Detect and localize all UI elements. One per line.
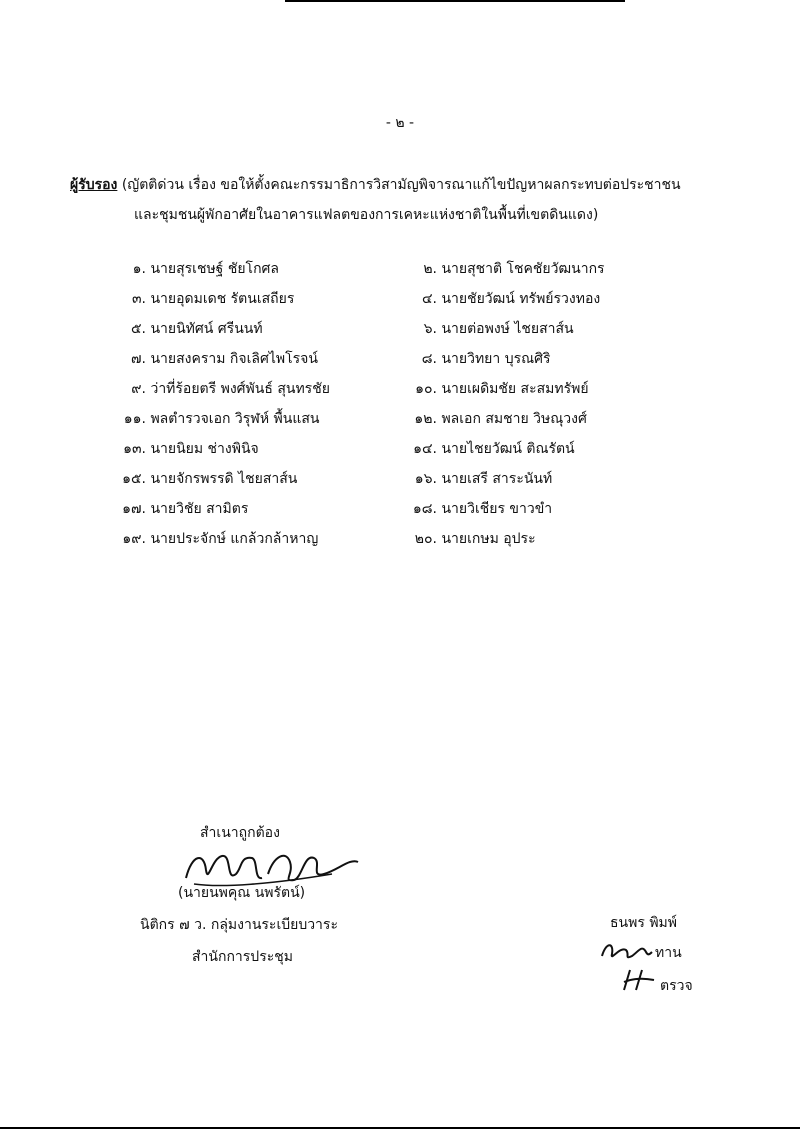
endorser-item: ๓. นายอุดมเดช รัตนเสถียร bbox=[131, 291, 295, 307]
page-number: - ๒ - bbox=[385, 115, 415, 131]
endorser-item: ๑๘. นายวิเชียร ขาวขำ bbox=[412, 501, 553, 517]
signer-position: นิติกร ๗ ว. กลุ่มงานระเบียบวาระ bbox=[140, 917, 338, 933]
bottom-edge-line bbox=[0, 1127, 800, 1129]
certified-copy-text: สำเนาถูกต้อง bbox=[200, 825, 280, 841]
typist-note: ธนพร พิมพ์ bbox=[610, 915, 677, 931]
endorser-item: ๑๙. นายประจักษ์ แกล้วกล้าหาญ bbox=[122, 531, 319, 547]
checker-initials bbox=[622, 968, 656, 992]
checked-note: ตรวจ bbox=[660, 978, 693, 994]
endorser-item: ๑๒. พลเอก สมชาย วิษณุวงศ์ bbox=[414, 411, 587, 427]
endorser-item: ๗. นายสงคราม กิจเลิศไพโรจน์ bbox=[131, 351, 318, 367]
proofreader-initials bbox=[598, 938, 654, 964]
signer-office: สำนักการประชุม bbox=[192, 949, 293, 965]
endorsers-label: ผู้รับรอง bbox=[70, 177, 118, 193]
endorser-item: ๘. นายวิทยา บุรณศิริ bbox=[421, 351, 551, 367]
motion-title-part1: (ญัตติด่วน เรื่อง ขอให้ตั้งคณะกรรมาธิการวิสามัญพิจารณาแก้ไขปัญหาผลกระทบต่อประชาชน bbox=[121, 177, 681, 193]
intro-line-1 bbox=[70, 170, 750, 200]
endorser-item: ๑. นายสุรเชษฐ์ ชัยโกศล bbox=[132, 261, 280, 277]
top-edge-line bbox=[285, 0, 625, 2]
endorsers-heading bbox=[70, 170, 750, 230]
signer-name: (นายนพคุณ นพรัตน์) bbox=[178, 885, 306, 901]
motion-title-part2: และชุมชนผู้พักอาศัยในอาคารแฟลตของการเคหะแห่งชาติในพื้นที่เขตดินแดง) bbox=[134, 207, 599, 223]
endorsers-left-column bbox=[110, 254, 330, 554]
endorser-item: ๒. นายสุชาติ โชคชัยวัฒนากร bbox=[423, 261, 605, 277]
endorser-item: ๑๗. นายวิชัย สามิตร bbox=[122, 501, 249, 517]
endorser-item: ๑๑. พลตำรวจเอก วิรุฬห์ พื้นแสน bbox=[123, 411, 320, 427]
endorser-item: ๑๓. นายนิยม ช่างพินิจ bbox=[123, 441, 259, 457]
endorser-item: ๑๕. นายจักรพรรดิ ไชยสาส์น bbox=[122, 471, 298, 487]
endorser-item: ๔. นายชัยวัฒน์ ทรัพย์รวงทอง bbox=[421, 291, 601, 307]
endorser-item: ๑๐. นายเผดิมชัย สะสมทรัพย์ bbox=[415, 381, 589, 397]
endorsers-right-column bbox=[410, 254, 605, 554]
compared-note: ทาน bbox=[655, 945, 682, 961]
endorser-item: ๑๖. นายเสรี สาระนันท์ bbox=[414, 471, 553, 487]
endorser-item: ๒๐. นายเกษม อุประ bbox=[414, 531, 536, 547]
endorser-item: ๙. ว่าที่ร้อยตรี พงศ์พันธ์ สุนทรชัย bbox=[131, 381, 330, 397]
endorser-item: ๑๔. นายไชยวัฒน์ ติณรัตน์ bbox=[413, 441, 575, 457]
endorser-item: ๖. นายต่อพงษ์ ไชยสาส์น bbox=[423, 321, 574, 337]
endorser-item: ๕. นายนิทัศน์ ศรีนนท์ bbox=[130, 321, 263, 337]
